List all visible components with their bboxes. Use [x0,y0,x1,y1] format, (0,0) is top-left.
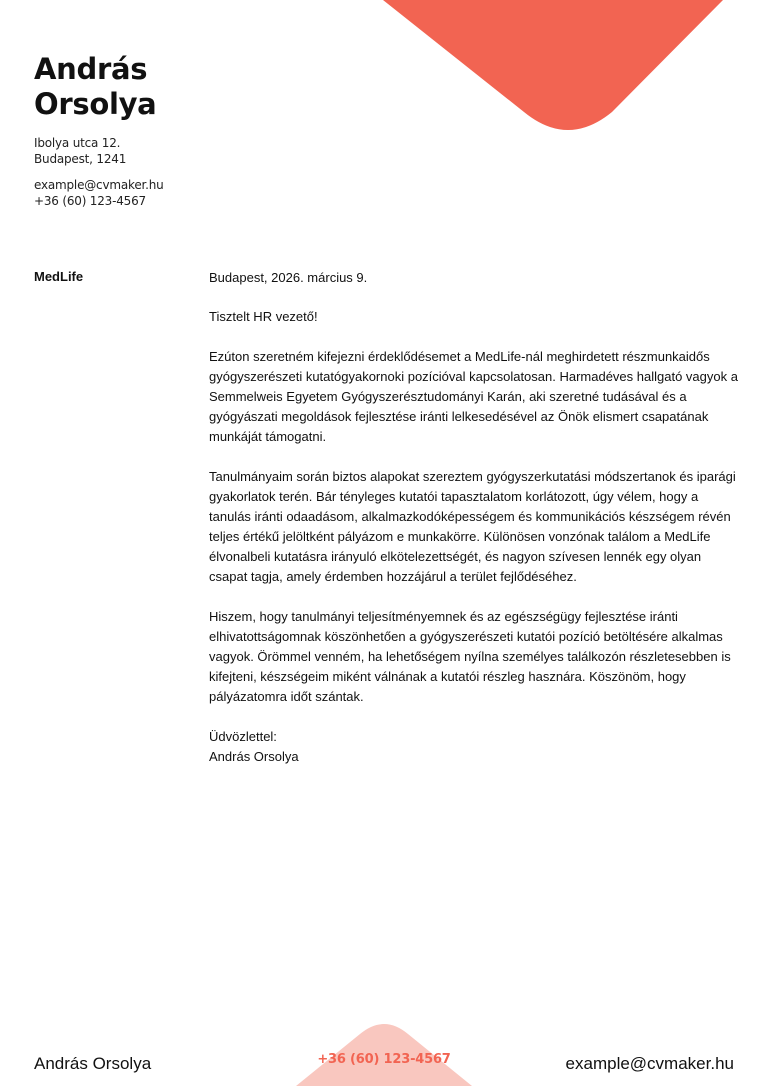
letter-salutation: Tisztelt HR vezető! [209,309,318,324]
name-second-line: Orsolya [34,87,157,121]
closing-phrase: Üdvözlettel: [209,729,277,744]
applicant-name [34,52,156,122]
footer-phone: +36 (60) 123-4567 [317,1052,451,1067]
name-first-line: András [34,52,148,86]
header-phone: +36 (60) 123-4567 [34,194,146,208]
letter-body [209,268,739,787]
recipient-company: MedLife [34,269,84,284]
letter-paragraph-1: Ezúton szeretném kifejezni érdeklődésemet a MedLife-nál meghirdetett részmunkaidős gyógyszerészeti kutatógyakornoki pozícióval kapcsolatosan. Harmadéves hallgató vagyok a Semmelweis Egyetem Gyógyszerésztudományi Karán, aki szeretné tudásával és a gyógyászati megoldások fejlesztése iránti lelkesedésével az Önök elismert csapatának munkáját támogatni. [209,349,738,444]
address-block [34,135,126,167]
header-email: example@cvmaker.hu [34,178,164,192]
address-city: Budapest, 1241 [34,152,127,166]
contact-block [34,177,164,209]
footer-name: András Orsolya [34,1054,152,1073]
address-street: Ibolya utca 12. [34,136,121,150]
letter-closing [209,727,739,767]
letter-date: Budapest, 2026. március 9. [209,270,368,285]
letter-paragraph-2: Tanulmányaim során biztos alapokat szereztem gyógyszerkutatási módszertanok és iparági gyakorlatok terén. Bár tényleges kutatói tapasztalatom korlátozott, úgy vélem, hogy a tanulás iránti odaadásom, alkalmazkodóképességem és kommunikációs készségem révén teljes értékű jelöltként pályázom e munkakörre. Különösen vonzónak találom a MedLife élvonalbeli kutatásra irányuló elkötelezettségét, és nagyon szívesen lennék egy olyan csapat tagja, amely érdemben hozzájárul a terület fejlődéséhez. [209,469,736,584]
signature-name: András Orsolya [209,749,299,764]
footer-email: example@cvmaker.hu [565,1054,734,1073]
letter-paragraph-3: Hiszem, hogy tanulmányi teljesítményemnek és az egészségügy fejlesztése iránti elhivatottságomnak köszönhetően a gyógyszerészeti kutatói pozíció betöltésére alkalmas vagyok. Örömmel venném, ha lehetőségem nyílna személyes találkozón részletesebben is kifejteni, készségeim miként válnának a kutatói részleg hasznára. Köszönöm, hogy pályázatomra időt szántak. [209,609,731,704]
